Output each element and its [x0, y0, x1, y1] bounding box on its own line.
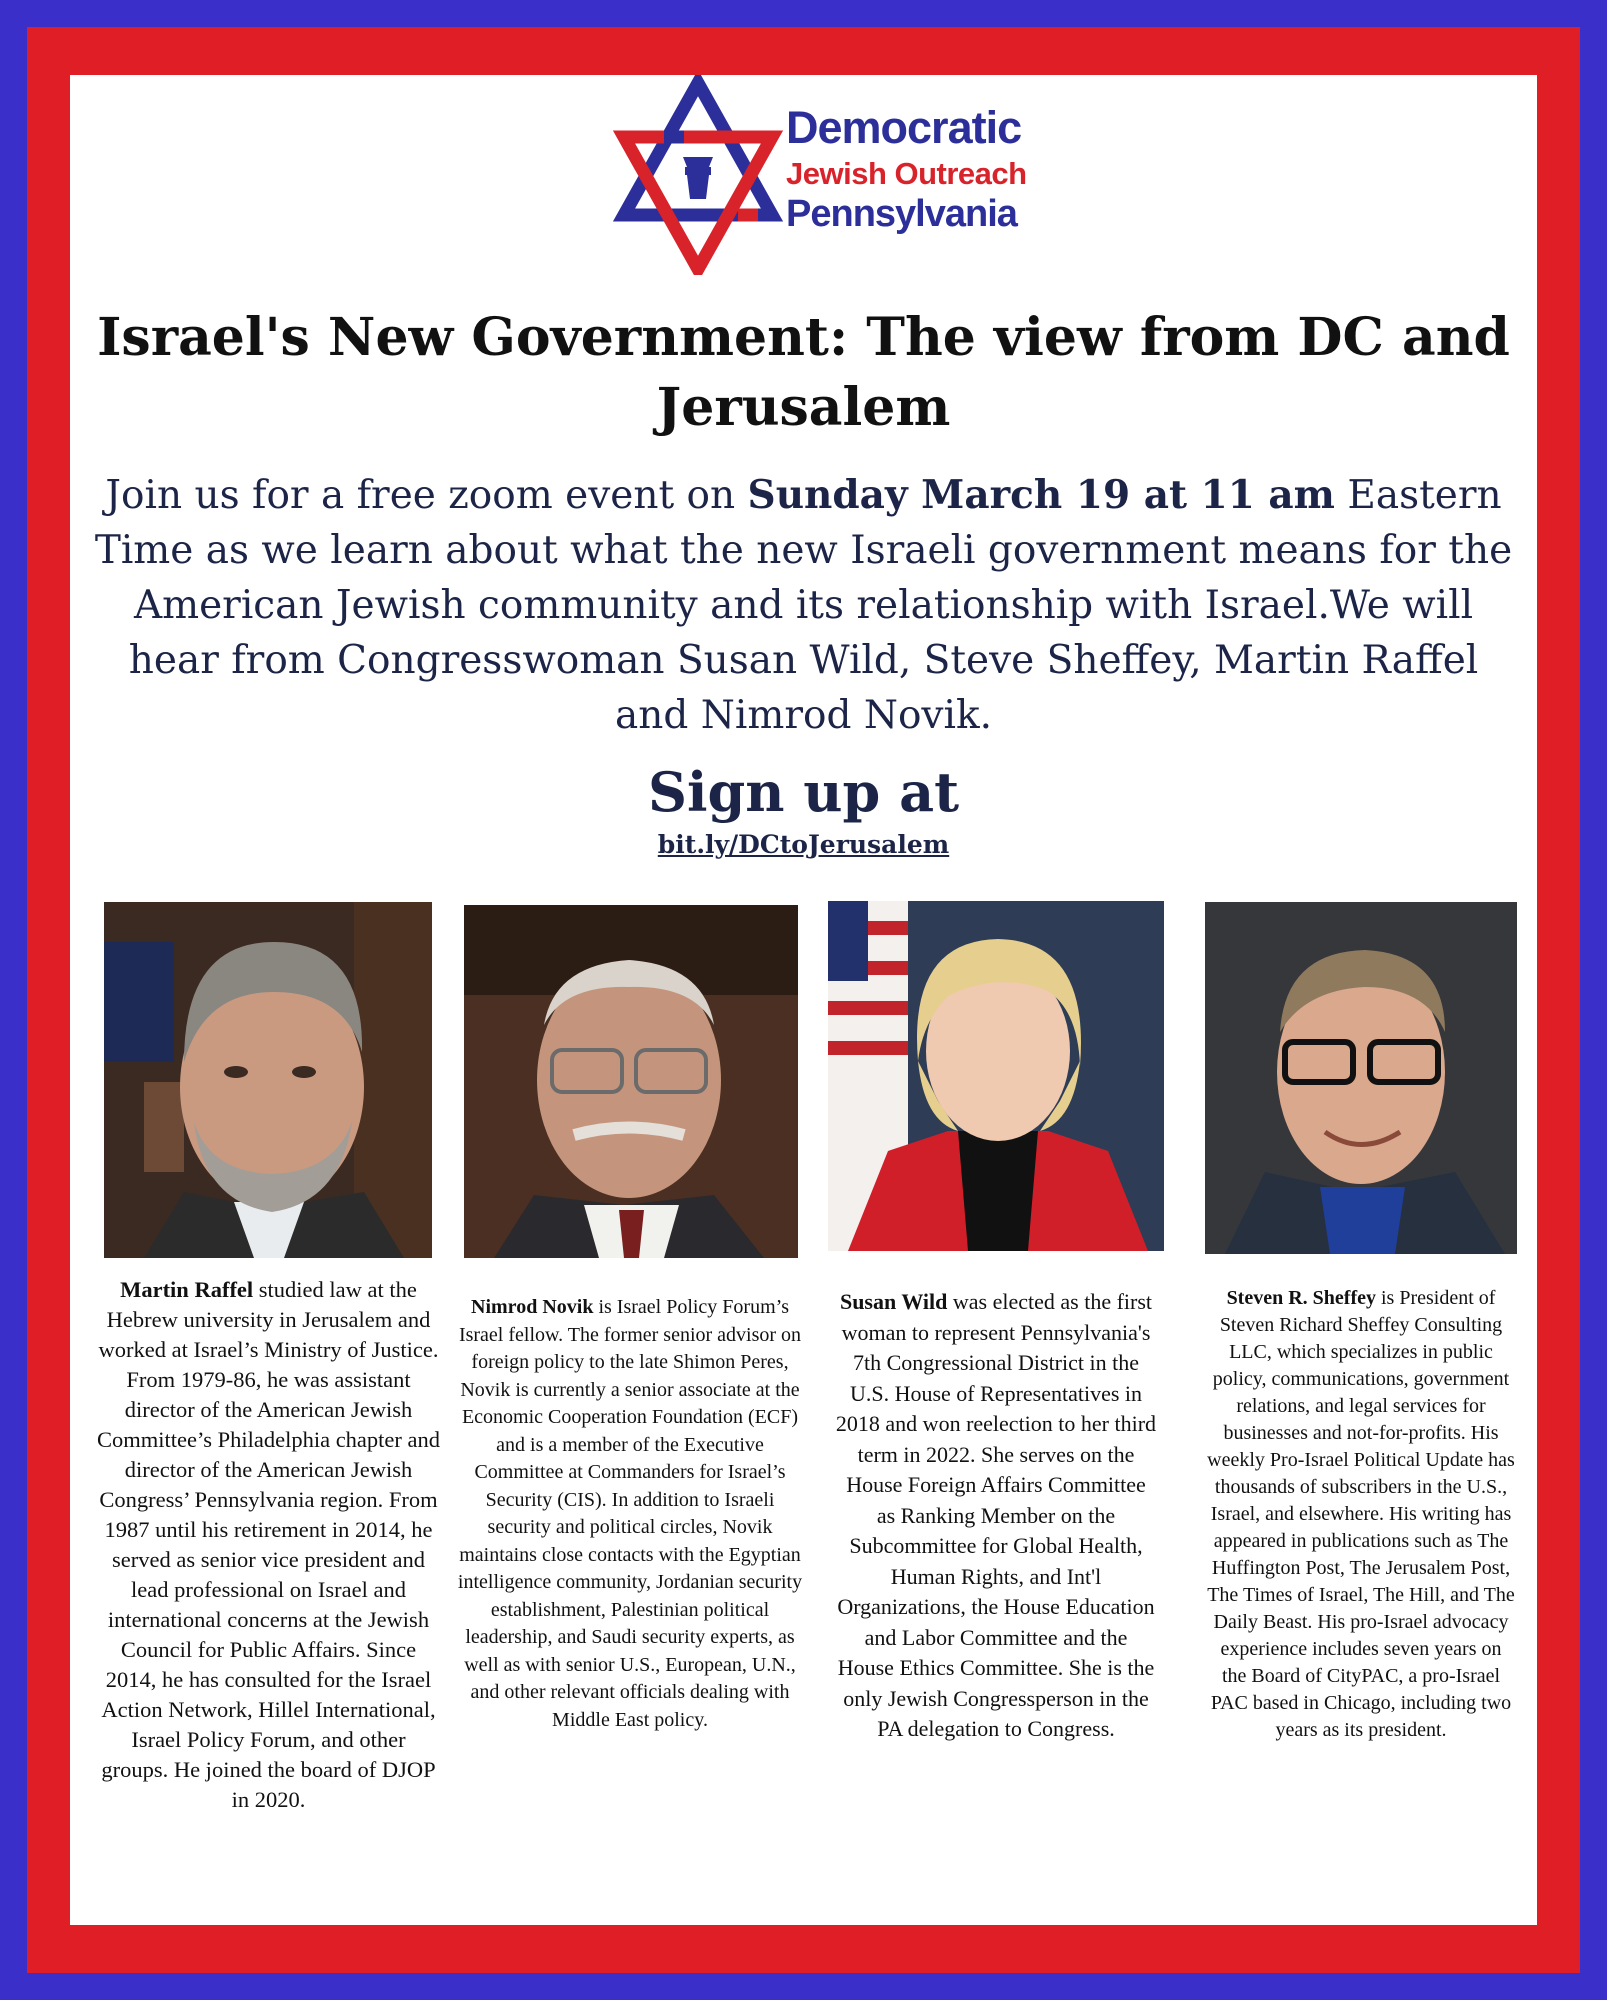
flyer-panel [70, 75, 1537, 1925]
speaker-photo-nimrod-novik [464, 905, 798, 1258]
logo-line-pennsylvania: Pennsylvania [786, 193, 1017, 235]
speaker-name: Steven R. Sheffey [1226, 1287, 1376, 1309]
intro-text-after: Eastern Time as we learn about what the new Israeli government means for the American Jewish community and its relationship with Israel.We will hear from Congresswoman Susan Wild, Steve Sheffey, Martin Raffel and Nimrod Novik. [94, 473, 1513, 738]
event-date-time: Sunday March 19 at 11 am [747, 472, 1335, 518]
speaker-photo-susan-wild [828, 901, 1164, 1251]
speaker-bio-text: is Israel Policy Forum’s Israel fellow. The former senior advisor on foreign policy to the late Shimon Peres, Novik is currently a senior associate at the Economic Cooperation Foundation (ECF) and is a member of the Executive Committee at Commanders for Israel’s Security (CIS). In addition to Israeli security and political circles, Novik maintains close contacts with the Egyptian intelligence community, Jordanian security establishment, Palestinian political leadership, and Saudi security experts, as well as with senior U.S., European, U.N., and other relevant officials dealing with Middle East policy. [457, 1296, 803, 1731]
speaker-bio-martin-raffel [96, 1275, 441, 1815]
speaker-bio-susan-wild [835, 1287, 1157, 1745]
logo-wordmark [786, 102, 1027, 235]
signup-heading: Sign up at [647, 760, 960, 824]
speaker-photo-martin-raffel [104, 902, 432, 1258]
event-title: Israel's New Government: The view from DC and Jerusalem [97, 307, 1510, 438]
speaker-bio-text: was elected as the first woman to represent Pennsylvania's 7th Congressional District in the U.S. House of Representatives in 2018 and won reelection to her third term in 2022. She serves on the House Foreign Affairs Committee as Ranking Member on the Subcommittee for Global Health, Human Rights, and Int'l Organizations, the House Education and Labor Committee and the House Ethics Committee. She is the only Jewish Congressperson in the PA delegation to Congress. [835, 1289, 1157, 1741]
event-description [90, 468, 1517, 743]
speaker-name: Nimrod Novik [471, 1296, 594, 1318]
speaker-bio-steven-sheffey [1206, 1285, 1516, 1744]
logo-line-democratic: Democratic [786, 102, 1022, 153]
speaker-bio-text: is President of Steven Richard Sheffey Consulting LLC, which specializes in public policy, communications, government relations, and legal services for businesses and not-for-profits. His weekly Pro-Israel Political Update has thousands of subscribers in the U.S., Israel, and elsewhere. His writing has appeared in publications such as The Huffington Post, The Jerusalem Post, The Times of Israel, The Hill, and The Daily Beast. His pro-Israel advocacy experience includes seven years on the Board of CityPAC, a pro-Israel PAC based in Chicago, including two years as its president. [1207, 1287, 1515, 1741]
speaker-photo-steven-sheffey [1205, 902, 1517, 1254]
intro-text-before: Join us for a free zoom event on [105, 473, 748, 518]
speaker-name: Susan Wild [839, 1289, 948, 1314]
speaker-bio-text: studied law at the Hebrew university in Jerusalem and worked at Israel’s Ministry of Justice. From 1979-86, he was assistant director of the American Jewish Committee’s Philadelphia chapter and director of the American Jewish Congress’ Pennsylvania region. From 1987 until his retirement in 2014, he served as senior vice president and lead professional on Israel and international concerns at the Jewish Council for Public Affairs. Since 2014, he has consulted for the Israel Action Network, Hillel International, Israel Policy Forum, and other groups. He joined the board of DJOP in 2020. [96, 1277, 441, 1812]
signup-link[interactable]: bit.ly/DCtoJerusalem [657, 830, 950, 859]
speaker-name: Martin Raffel [120, 1277, 254, 1302]
logo-line-jewish-outreach: Jewish Outreach [786, 156, 1027, 191]
speaker-bio-nimrod-novik [456, 1294, 804, 1734]
